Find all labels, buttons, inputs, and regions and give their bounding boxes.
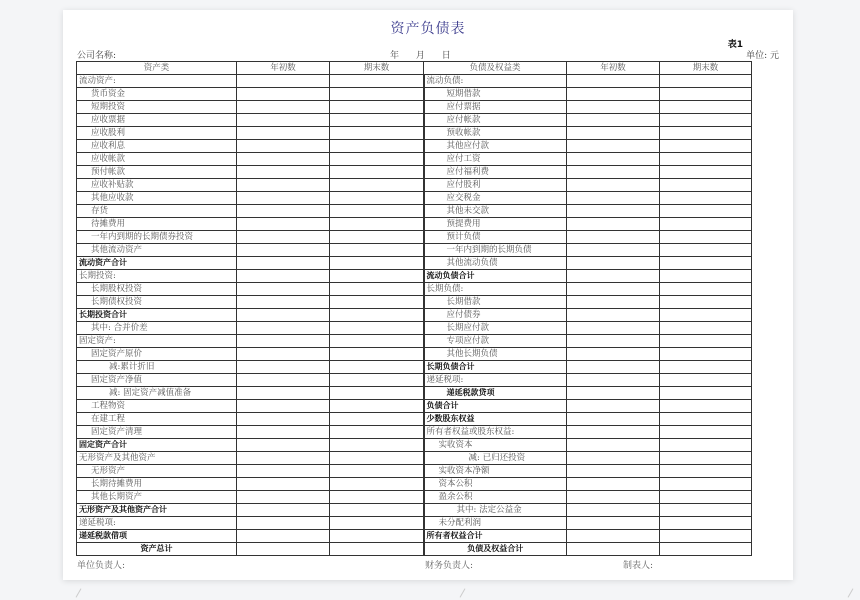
liability-end-cell[interactable] (660, 400, 752, 413)
table-row (77, 543, 752, 556)
asset-end-cell[interactable] (330, 361, 424, 374)
table-row (77, 205, 752, 218)
liability-end-cell[interactable] (660, 270, 752, 283)
asset-item-label: 无形资产及其他资产合计 (77, 504, 237, 517)
asset-end-cell[interactable] (330, 452, 424, 465)
asset-begin-cell[interactable] (237, 309, 330, 322)
asset-begin-cell[interactable] (237, 75, 330, 88)
table-row (77, 335, 752, 348)
liability-item-label: 所有者权益合计 (424, 530, 567, 543)
table-row (77, 374, 752, 387)
liability-item-label: 预计负债 (424, 231, 567, 244)
asset-item-label: 固定资产: (77, 335, 237, 348)
liability-begin-cell[interactable] (567, 101, 660, 114)
asset-item-label: 应收票据 (77, 114, 237, 127)
col-assets: 资产类 (77, 62, 237, 75)
asset-item-label: 待摊费用 (77, 218, 237, 231)
liability-begin-cell[interactable] (567, 244, 660, 257)
liability-end-cell[interactable] (660, 322, 752, 335)
asset-item-label: 存货 (77, 205, 237, 218)
liability-item-label: 实收资本 (424, 439, 567, 452)
liability-end-cell[interactable] (660, 166, 752, 179)
table-row (77, 504, 752, 517)
asset-item-label: 其中: 合并价差 (77, 322, 237, 335)
asset-end-cell[interactable] (330, 348, 424, 361)
liability-end-cell[interactable] (660, 101, 752, 114)
asset-begin-cell[interactable] (237, 478, 330, 491)
liability-begin-cell[interactable] (567, 153, 660, 166)
table-row (77, 244, 752, 257)
table-number: 表1 (727, 40, 743, 50)
liability-end-cell[interactable] (660, 465, 752, 478)
liability-begin-cell[interactable] (567, 530, 660, 543)
asset-end-cell[interactable] (330, 218, 424, 231)
table-row (77, 309, 752, 322)
liability-item-label: 其中: 法定公益金 (424, 504, 567, 517)
liability-begin-cell[interactable] (567, 413, 660, 426)
table-row (77, 114, 752, 127)
asset-begin-cell[interactable] (237, 179, 330, 192)
asset-item-label: 长期待摊费用 (77, 478, 237, 491)
table-row (77, 179, 752, 192)
table-row (77, 153, 752, 166)
asset-begin-cell[interactable] (237, 88, 330, 101)
liability-end-cell[interactable] (660, 361, 752, 374)
asset-end-cell[interactable] (330, 374, 424, 387)
table-row (77, 166, 752, 179)
asset-begin-cell[interactable] (237, 491, 330, 504)
liability-begin-cell[interactable] (567, 75, 660, 88)
asset-item-label: 固定资产清理 (77, 426, 237, 439)
liability-end-cell[interactable] (660, 387, 752, 400)
liability-begin-cell[interactable] (567, 127, 660, 140)
asset-item-label: 递延税款借项 (77, 530, 237, 543)
balance-sheet-table (76, 61, 752, 556)
liability-end-cell[interactable] (660, 530, 752, 543)
asset-begin-cell[interactable] (237, 114, 330, 127)
asset-end-cell[interactable] (330, 387, 424, 400)
asset-end-cell[interactable] (330, 179, 424, 192)
table-row (77, 452, 752, 465)
table-row (77, 400, 752, 413)
asset-item-label: 短期投资 (77, 101, 237, 114)
asset-begin-cell[interactable] (237, 153, 330, 166)
liability-begin-cell[interactable] (567, 426, 660, 439)
asset-item-label: 递延税项: (77, 517, 237, 530)
asset-item-label: 应收利息 (77, 140, 237, 153)
liability-end-cell[interactable] (660, 231, 752, 244)
asset-end-cell[interactable] (330, 400, 424, 413)
liability-begin-cell[interactable] (567, 140, 660, 153)
liability-item-label: 实收资本净额 (424, 465, 567, 478)
asset-end-cell[interactable] (330, 114, 424, 127)
preparer-label: 制表人: (623, 561, 654, 571)
asset-end-cell[interactable] (330, 322, 424, 335)
liability-begin-cell[interactable] (567, 309, 660, 322)
liability-end-cell[interactable] (660, 140, 752, 153)
table-row (77, 257, 752, 270)
liability-begin-cell[interactable] (567, 465, 660, 478)
table-row (77, 478, 752, 491)
table-row (77, 322, 752, 335)
asset-begin-cell[interactable] (237, 244, 330, 257)
col-assets-end: 期末数 (330, 62, 424, 75)
liability-begin-cell[interactable] (567, 88, 660, 101)
table-row (77, 140, 752, 153)
asset-item-label: 减: 固定资产减值准备 (77, 387, 237, 400)
liability-end-cell[interactable] (660, 309, 752, 322)
asset-item-label: 应收补贴款 (77, 179, 237, 192)
asset-end-cell[interactable] (330, 530, 424, 543)
asset-end-cell[interactable] (330, 75, 424, 88)
table-body (77, 75, 752, 556)
liability-end-cell[interactable] (660, 348, 752, 361)
table-row (77, 517, 752, 530)
liability-end-cell[interactable] (660, 491, 752, 504)
col-liabilities-begin: 年初数 (567, 62, 660, 75)
liability-end-cell[interactable] (660, 192, 752, 205)
asset-item-label: 预付帐款 (77, 166, 237, 179)
liability-item-label: 一年内到期的长期负债 (424, 244, 567, 257)
asset-begin-cell[interactable] (237, 205, 330, 218)
col-liabilities-end: 期末数 (660, 62, 752, 75)
table-row (77, 387, 752, 400)
liability-item-label: 应付票据 (424, 101, 567, 114)
asset-begin-cell[interactable] (237, 504, 330, 517)
liability-item-label: 预提费用 (424, 218, 567, 231)
liability-end-cell[interactable] (660, 179, 752, 192)
page-title: 资产负债表 (390, 21, 466, 37)
asset-item-label: 应收帐款 (77, 153, 237, 166)
asset-end-cell[interactable] (330, 270, 424, 283)
liability-item-label: 应交税金 (424, 192, 567, 205)
asset-begin-cell[interactable] (237, 413, 330, 426)
table-row (77, 530, 752, 543)
liability-end-cell[interactable] (660, 283, 752, 296)
liability-end-cell[interactable] (660, 504, 752, 517)
asset-begin-cell[interactable] (237, 231, 330, 244)
asset-item-label: 工程物资 (77, 400, 237, 413)
asset-item-label: 无形资产 (77, 465, 237, 478)
asset-end-cell[interactable] (330, 192, 424, 205)
table-row (77, 426, 752, 439)
liability-begin-cell[interactable] (567, 218, 660, 231)
asset-begin-cell[interactable] (237, 348, 330, 361)
liability-end-cell[interactable] (660, 374, 752, 387)
asset-end-cell[interactable] (330, 205, 424, 218)
asset-begin-cell[interactable] (237, 140, 330, 153)
liability-end-cell[interactable] (660, 517, 752, 530)
day-label: 日 (441, 51, 451, 61)
asset-item-label: 其他长期资产 (77, 491, 237, 504)
liability-begin-cell[interactable] (567, 296, 660, 309)
liability-begin-cell[interactable] (567, 517, 660, 530)
liability-end-cell[interactable] (660, 439, 752, 452)
liability-begin-cell[interactable] (567, 322, 660, 335)
asset-begin-cell[interactable] (237, 322, 330, 335)
table-row (77, 439, 752, 452)
liability-item-label: 应付债券 (424, 309, 567, 322)
asset-item-label: 流动资产: (77, 75, 237, 88)
asset-item-label: 固定资产合计 (77, 439, 237, 452)
liability-item-label: 长期负债合计 (424, 361, 567, 374)
decor-line (848, 588, 854, 597)
liability-begin-cell[interactable] (567, 192, 660, 205)
asset-item-label: 应收股利 (77, 127, 237, 140)
asset-item-label: 长期股权投资 (77, 283, 237, 296)
liability-begin-cell[interactable] (567, 257, 660, 270)
liability-end-cell[interactable] (660, 335, 752, 348)
asset-end-cell[interactable] (330, 231, 424, 244)
asset-end-cell[interactable] (330, 413, 424, 426)
asset-begin-cell[interactable] (237, 166, 330, 179)
liability-end-cell[interactable] (660, 88, 752, 101)
asset-end-cell[interactable] (330, 543, 424, 556)
liability-item-label: 应付帐款 (424, 114, 567, 127)
table-row (77, 413, 752, 426)
liability-item-label: 盈余公积 (424, 491, 567, 504)
liability-item-label: 长期应付款 (424, 322, 567, 335)
liability-end-cell[interactable] (660, 127, 752, 140)
liability-end-cell[interactable] (660, 153, 752, 166)
report-date (390, 48, 465, 61)
liability-begin-cell[interactable] (567, 387, 660, 400)
asset-begin-cell[interactable] (237, 517, 330, 530)
asset-begin-cell[interactable] (237, 296, 330, 309)
liability-end-cell[interactable] (660, 413, 752, 426)
asset-end-cell[interactable] (330, 101, 424, 114)
year-label: 年 (390, 51, 400, 61)
liability-item-label: 应付福利费 (424, 166, 567, 179)
asset-begin-cell[interactable] (237, 127, 330, 140)
liability-begin-cell[interactable] (567, 504, 660, 517)
asset-end-cell[interactable] (330, 140, 424, 153)
asset-end-cell[interactable] (330, 426, 424, 439)
liability-item-label: 所有者权益或股东权益: (424, 426, 567, 439)
asset-item-label: 一年内到期的长期债券投资 (77, 231, 237, 244)
liability-item-label: 递延税款贷项 (424, 387, 567, 400)
table-row (77, 348, 752, 361)
asset-begin-cell[interactable] (237, 439, 330, 452)
asset-begin-cell[interactable] (237, 400, 330, 413)
asset-begin-cell[interactable] (237, 257, 330, 270)
liability-end-cell[interactable] (660, 478, 752, 491)
table-row (77, 491, 752, 504)
asset-begin-cell[interactable] (237, 387, 330, 400)
balance-sheet-page (63, 10, 793, 580)
liability-begin-cell[interactable] (567, 348, 660, 361)
table-row (77, 127, 752, 140)
asset-end-cell[interactable] (330, 296, 424, 309)
asset-begin-cell[interactable] (237, 530, 330, 543)
liability-item-label: 应付工资 (424, 153, 567, 166)
liability-item-label: 流动负债合计 (424, 270, 567, 283)
asset-item-label: 货币资金 (77, 88, 237, 101)
liability-begin-cell[interactable] (567, 166, 660, 179)
unit-head-label: 单位负责人: (77, 561, 126, 571)
liability-item-label: 递延税项: (424, 374, 567, 387)
liability-item-label: 负债及权益合计 (424, 543, 567, 556)
asset-end-cell[interactable] (330, 491, 424, 504)
liability-end-cell[interactable] (660, 114, 752, 127)
liability-item-label: 其他应付款 (424, 140, 567, 153)
liability-end-cell[interactable] (660, 205, 752, 218)
table-row (77, 465, 752, 478)
asset-end-cell[interactable] (330, 309, 424, 322)
asset-end-cell[interactable] (330, 257, 424, 270)
table-header-row (77, 62, 752, 75)
asset-item-label: 长期投资合计 (77, 309, 237, 322)
asset-begin-cell[interactable] (237, 283, 330, 296)
table-row (77, 231, 752, 244)
liability-begin-cell[interactable] (567, 439, 660, 452)
asset-end-cell[interactable] (330, 504, 424, 517)
liability-begin-cell[interactable] (567, 114, 660, 127)
asset-begin-cell[interactable] (237, 361, 330, 374)
liability-item-label: 专项应付款 (424, 335, 567, 348)
liability-begin-cell[interactable] (567, 270, 660, 283)
decor-line (460, 588, 466, 597)
liability-item-label: 流动负债: (424, 75, 567, 88)
asset-begin-cell[interactable] (237, 426, 330, 439)
asset-end-cell[interactable] (330, 335, 424, 348)
asset-begin-cell[interactable] (237, 465, 330, 478)
liability-item-label: 其他未交款 (424, 205, 567, 218)
asset-end-cell[interactable] (330, 244, 424, 257)
asset-item-label: 其他应收款 (77, 192, 237, 205)
liability-item-label: 应付股利 (424, 179, 567, 192)
liability-begin-cell[interactable] (567, 179, 660, 192)
liability-item-label: 少数股东权益 (424, 413, 567, 426)
table-row (77, 101, 752, 114)
table-row (77, 75, 752, 88)
asset-begin-cell[interactable] (237, 270, 330, 283)
asset-item-label: 在建工程 (77, 413, 237, 426)
asset-begin-cell[interactable] (237, 101, 330, 114)
asset-item-label: 流动资产合计 (77, 257, 237, 270)
asset-begin-cell[interactable] (237, 452, 330, 465)
liability-item-label: 其他长期负债 (424, 348, 567, 361)
liability-end-cell[interactable] (660, 452, 752, 465)
liability-end-cell[interactable] (660, 75, 752, 88)
table-row (77, 192, 752, 205)
asset-end-cell[interactable] (330, 478, 424, 491)
asset-end-cell[interactable] (330, 166, 424, 179)
table-row (77, 361, 752, 374)
liability-item-label: 资本公积 (424, 478, 567, 491)
asset-end-cell[interactable] (330, 88, 424, 101)
liability-begin-cell[interactable] (567, 543, 660, 556)
liability-begin-cell[interactable] (567, 231, 660, 244)
liability-item-label: 未分配利润 (424, 517, 567, 530)
asset-begin-cell[interactable] (237, 335, 330, 348)
liability-begin-cell[interactable] (567, 283, 660, 296)
asset-item-label: 减:累计折旧 (77, 361, 237, 374)
asset-begin-cell[interactable] (237, 192, 330, 205)
asset-item-label: 长期债权投资 (77, 296, 237, 309)
asset-item-label: 其他流动资产 (77, 244, 237, 257)
liability-end-cell[interactable] (660, 426, 752, 439)
asset-begin-cell[interactable] (237, 543, 330, 556)
liability-item-label: 长期负债: (424, 283, 567, 296)
liability-begin-cell[interactable] (567, 400, 660, 413)
liability-end-cell[interactable] (660, 218, 752, 231)
asset-end-cell[interactable] (330, 283, 424, 296)
liability-item-label: 长期借款 (424, 296, 567, 309)
asset-item-label: 长期投资: (77, 270, 237, 283)
asset-item-label: 固定资产原价 (77, 348, 237, 361)
liability-begin-cell[interactable] (567, 205, 660, 218)
table-row (77, 296, 752, 309)
table-row (77, 283, 752, 296)
liability-item-label: 负债合计 (424, 400, 567, 413)
liability-item-label: 其他流动负债 (424, 257, 567, 270)
liability-end-cell[interactable] (660, 257, 752, 270)
finance-head-label: 财务负责人: (425, 561, 474, 571)
month-label: 月 (415, 51, 425, 61)
asset-begin-cell[interactable] (237, 218, 330, 231)
liability-begin-cell[interactable] (567, 374, 660, 387)
liability-begin-cell[interactable] (567, 478, 660, 491)
decor-line (76, 588, 82, 597)
liability-end-cell[interactable] (660, 543, 752, 556)
liability-end-cell[interactable] (660, 296, 752, 309)
col-liabilities: 负债及权益类 (424, 62, 567, 75)
asset-end-cell[interactable] (330, 517, 424, 530)
table-row (77, 88, 752, 101)
asset-end-cell[interactable] (330, 439, 424, 452)
liability-begin-cell[interactable] (567, 335, 660, 348)
liability-begin-cell[interactable] (567, 491, 660, 504)
table-row (77, 270, 752, 283)
asset-end-cell[interactable] (330, 153, 424, 166)
table-row (77, 218, 752, 231)
asset-end-cell[interactable] (330, 127, 424, 140)
asset-begin-cell[interactable] (237, 374, 330, 387)
company-name-label: 公司名称: (77, 51, 117, 61)
liability-begin-cell[interactable] (567, 361, 660, 374)
liability-end-cell[interactable] (660, 244, 752, 257)
asset-item-label: 资产总计 (77, 543, 237, 556)
asset-item-label: 固定资产净值 (77, 374, 237, 387)
asset-item-label: 无形资产及其他资产 (77, 452, 237, 465)
asset-end-cell[interactable] (330, 465, 424, 478)
col-assets-begin: 年初数 (237, 62, 330, 75)
liability-item-label: 减: 已归还投资 (424, 452, 567, 465)
liability-item-label: 预收帐款 (424, 127, 567, 140)
liability-begin-cell[interactable] (567, 452, 660, 465)
liability-item-label: 短期借款 (424, 88, 567, 101)
unit-label: 单位: 元 (746, 51, 779, 61)
